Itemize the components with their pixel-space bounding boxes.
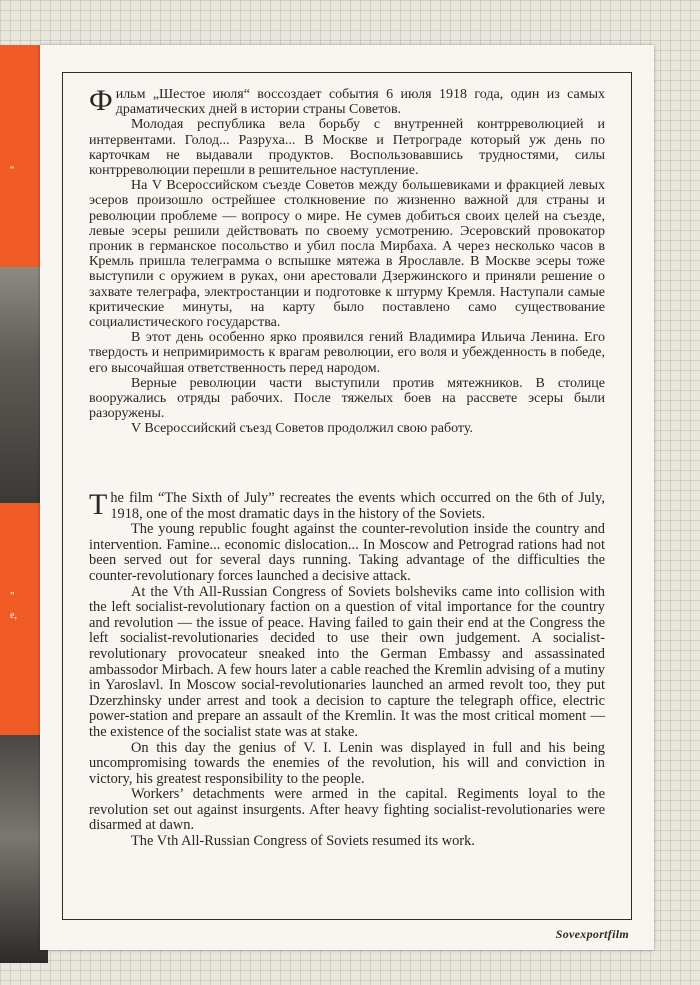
russian-synopsis [89, 84, 605, 437]
russian-paragraph: V Всероссийский съезд Советов продолжил свою работу. [131, 421, 473, 437]
russian-paragraph: Молодая республика вела борьбу с внутренней контрреволюцией и интервентами. Голод... Разруха... В Москве и Петрограде который уж день по карточкам не выдавали продуктов. Воспользовавшись трудностями, силы контрреволюции перешли в решительное наступление. [89, 117, 605, 179]
english-dropcap: T [89, 488, 108, 521]
russian-intro-text: ильм „Шестое июля“ воссоздает события 6 июля 1918 года, один из самых драматических дней в истории страны Советов. [115, 87, 605, 118]
strip-mark-low: e, [10, 610, 17, 621]
russian-dropcap: Ф [89, 84, 113, 117]
english-synopsis [89, 488, 605, 850]
english-paragraph: On this day the genius of V. I. Lenin was displayed in full and his being uncompromising towards the enemies of the revolution, his will and conviction in victory, his greatest responsibility to the people. [89, 739, 605, 787]
strip-mark-top: “ [10, 165, 15, 176]
english-paragraph: At the Vth All-Russian Congress of Soviets bolsheviks came into collision with the left socialist-revolutionary faction on a question of vital importance for the country and revolution — the issue of peace. Having failed to gain their end at the Congress the left socialist-revolutionaries decided to use their own judgement. A socialist-revolutionary provocateur sneaked into the German Embassy and assassinated ambassodor Mirbach. A few hours later a cable reached the Kremlin advising of a mutiny in Yaroslavl. In Moscow social-revolutionaries launched an armed revolt too, they put Dzerzhinsky under arrest and took a decision to capture the telegraph office, electric power-station and prepare an assault of the Kremlin. It was the most critical moment — the existence of the socialist state was at stake. [89, 583, 605, 740]
russian-paragraph: В этот день особенно ярко проявился гений Владимира Ильича Ленина. Его твердость и непримиримость к врагам революции, его воля и убежденность в победе, его высочайшая ответственность перед народом. [89, 330, 605, 376]
english-paragraph: Workers’ detachments were armed in the capital. Regiments loyal to the revolution set out against insurgents. After heavy fighting socialist-revolutionaries were disarmed at dawn. [89, 786, 605, 834]
russian-paragraph-intro [89, 84, 605, 118]
russian-paragraph: На V Всероссийском съезде Советов между большевиками и фракцией левых эсеров произошло острейшее столкновение по жизненно важной для страны и революции проблеме — вопросу о мире. Не сумев добиться своих целей на съезде, левые эсеры решили действовать по своему усмотрению. Эсеровский провокатор проник в германское посольство и убил посла Мирбаха. А через несколько часов в Кремль пришла телеграмма о вспышке мятежа в Ярославле. В Москве эсеры тоже выступили с оружием в руках, они арестовали Дзержинского и приняли решение о захвате телеграфа, электростанции и подготовке к штурму Кремля. Наступали самые критические минуты, на карту было поставлено само существование социалистического государства. [89, 178, 605, 331]
english-intro-text: he film “The Sixth of July” recreates the events which occurred on the 6th of July, 1918, one of the most dramatic days in the history of the Soviets. [110, 490, 605, 522]
text-frame [62, 72, 632, 920]
publisher-brand: Sovexportfilm [555, 927, 629, 941]
russian-paragraph: Верные революции части выступили против мятежников. В столице вооружались отряды рабочих. После тяжелых боев на рассвете эсеры были разоружены. [89, 375, 605, 422]
english-paragraph: The Vth All-Russian Congress of Soviets resumed its work. [131, 833, 475, 850]
english-paragraph-intro [89, 488, 605, 522]
strip-mark-middle: „ [10, 585, 15, 596]
leaflet-page [40, 45, 654, 950]
english-paragraph: The young republic fought against the counter-revolution inside the country and intervention. Famine... economic dislocation... In Moscow and Petrograd rations had not been served out for several days running. Taking advantage of the difficulties the counter-revolutionary forces launched a decisive attack. [89, 521, 605, 584]
